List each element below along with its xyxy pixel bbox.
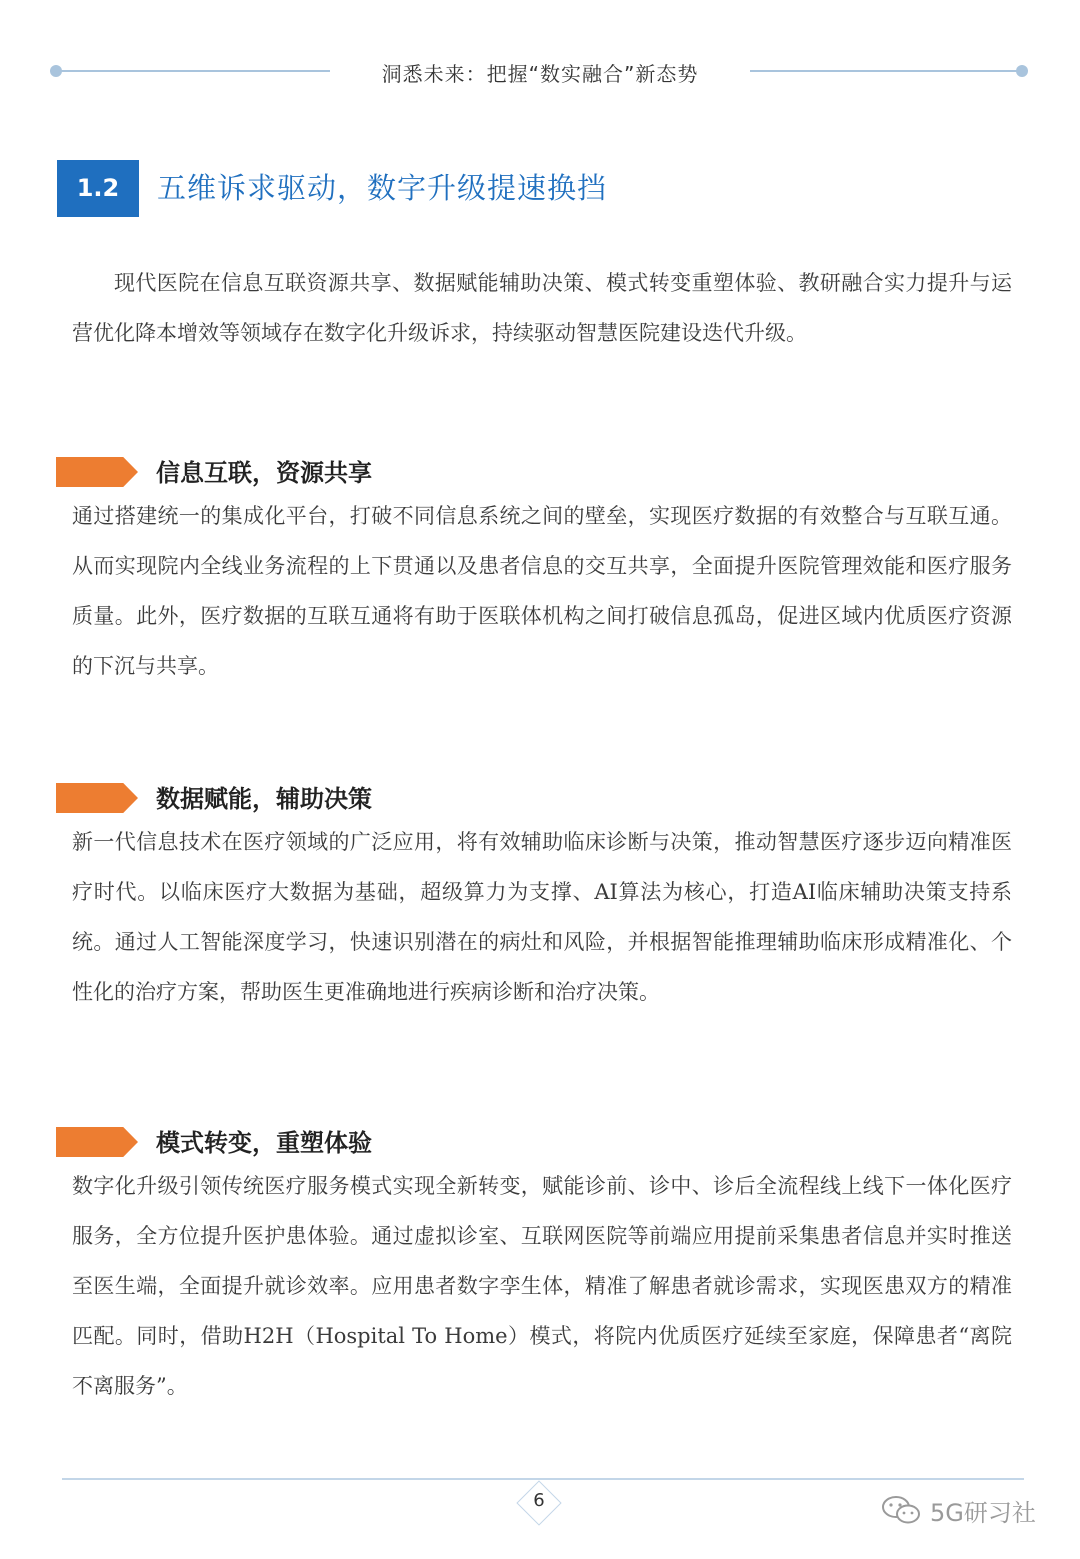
section-number-badge: 1.2	[57, 160, 139, 217]
subsection-title: 模式转变，重塑体验	[156, 1129, 372, 1157]
subsection-paragraph: 数字化升级引领传统医疗服务模式实现全新转变，赋能诊前、诊中、诊后全流程线上线下一体化医疗服务，全方位提升医护患体验。通过虚拟诊室、互联网医院等前端应用提前采集患者信息并实时推送至医生端，全面提升就诊效率。应用患者数字孪生体，精准了解患者就诊需求，实现医患双方的精准匹配。同时，借助H2H（Hospital To Home）模式，将院内优质医疗延续至家庭，保障患者“离院不离服务”。	[72, 1174, 1012, 1398]
header-dot-right	[1016, 65, 1028, 77]
intro-paragraph: 现代医院在信息互联资源共享、数据赋能辅助决策、模式转变重塑体验、教研融合实力提升与运营优化降本增效等领域存在数字化升级诉求，持续驱动智慧医院建设迭代升级。	[72, 271, 1012, 345]
subsection-title: 数据赋能，辅助决策	[156, 785, 372, 813]
orange-arrow-icon	[56, 457, 138, 487]
orange-arrow-icon	[56, 783, 138, 813]
subsection-title: 信息互联，资源共享	[156, 459, 372, 487]
header-rule-left	[58, 70, 330, 72]
watermark-text: 5G研习社	[930, 1498, 1036, 1527]
page-number: 6	[533, 1490, 545, 1511]
subsection-paragraph: 通过搭建统一的集成化平台，打破不同信息系统之间的壁垒，实现医疗数据的有效整合与互联互通。从而实现院内全线业务流程的上下贯通以及患者信息的交互共享，全面提升医院管理效能和医疗服务质量。此外，医疗数据的互联互通将有助于医联体机构之间打破信息孤岛，促进区域内优质医疗资源的下沉与共享。	[72, 504, 1012, 678]
watermark	[880, 1494, 1036, 1526]
orange-arrow-icon	[56, 1127, 138, 1157]
section-title: 五维诉求驱动，数字升级提速换挡	[157, 171, 608, 205]
footer-rule	[62, 1478, 1024, 1480]
subsection-paragraph: 新一代信息技术在医疗领域的广泛应用，将有效辅助临床诊断与决策，推动智慧医疗逐步迈向精准医疗时代。以临床医疗大数据为基础，超级算力为支撑、AI算法为核心，打造AI临床辅助决策支持系统。通过人工智能深度学习，快速识别潜在的病灶和风险，并根据智能推理辅助临床形成精准化、个性化的治疗方案，帮助医生更准确地进行疾病诊断和治疗决策。	[72, 830, 1012, 1004]
header-rule-right	[750, 70, 1022, 72]
wechat-icon	[880, 1494, 924, 1526]
header-title: 洞悉未来：把握“数实融合”新态势	[381, 62, 699, 86]
page-header	[50, 52, 1030, 92]
